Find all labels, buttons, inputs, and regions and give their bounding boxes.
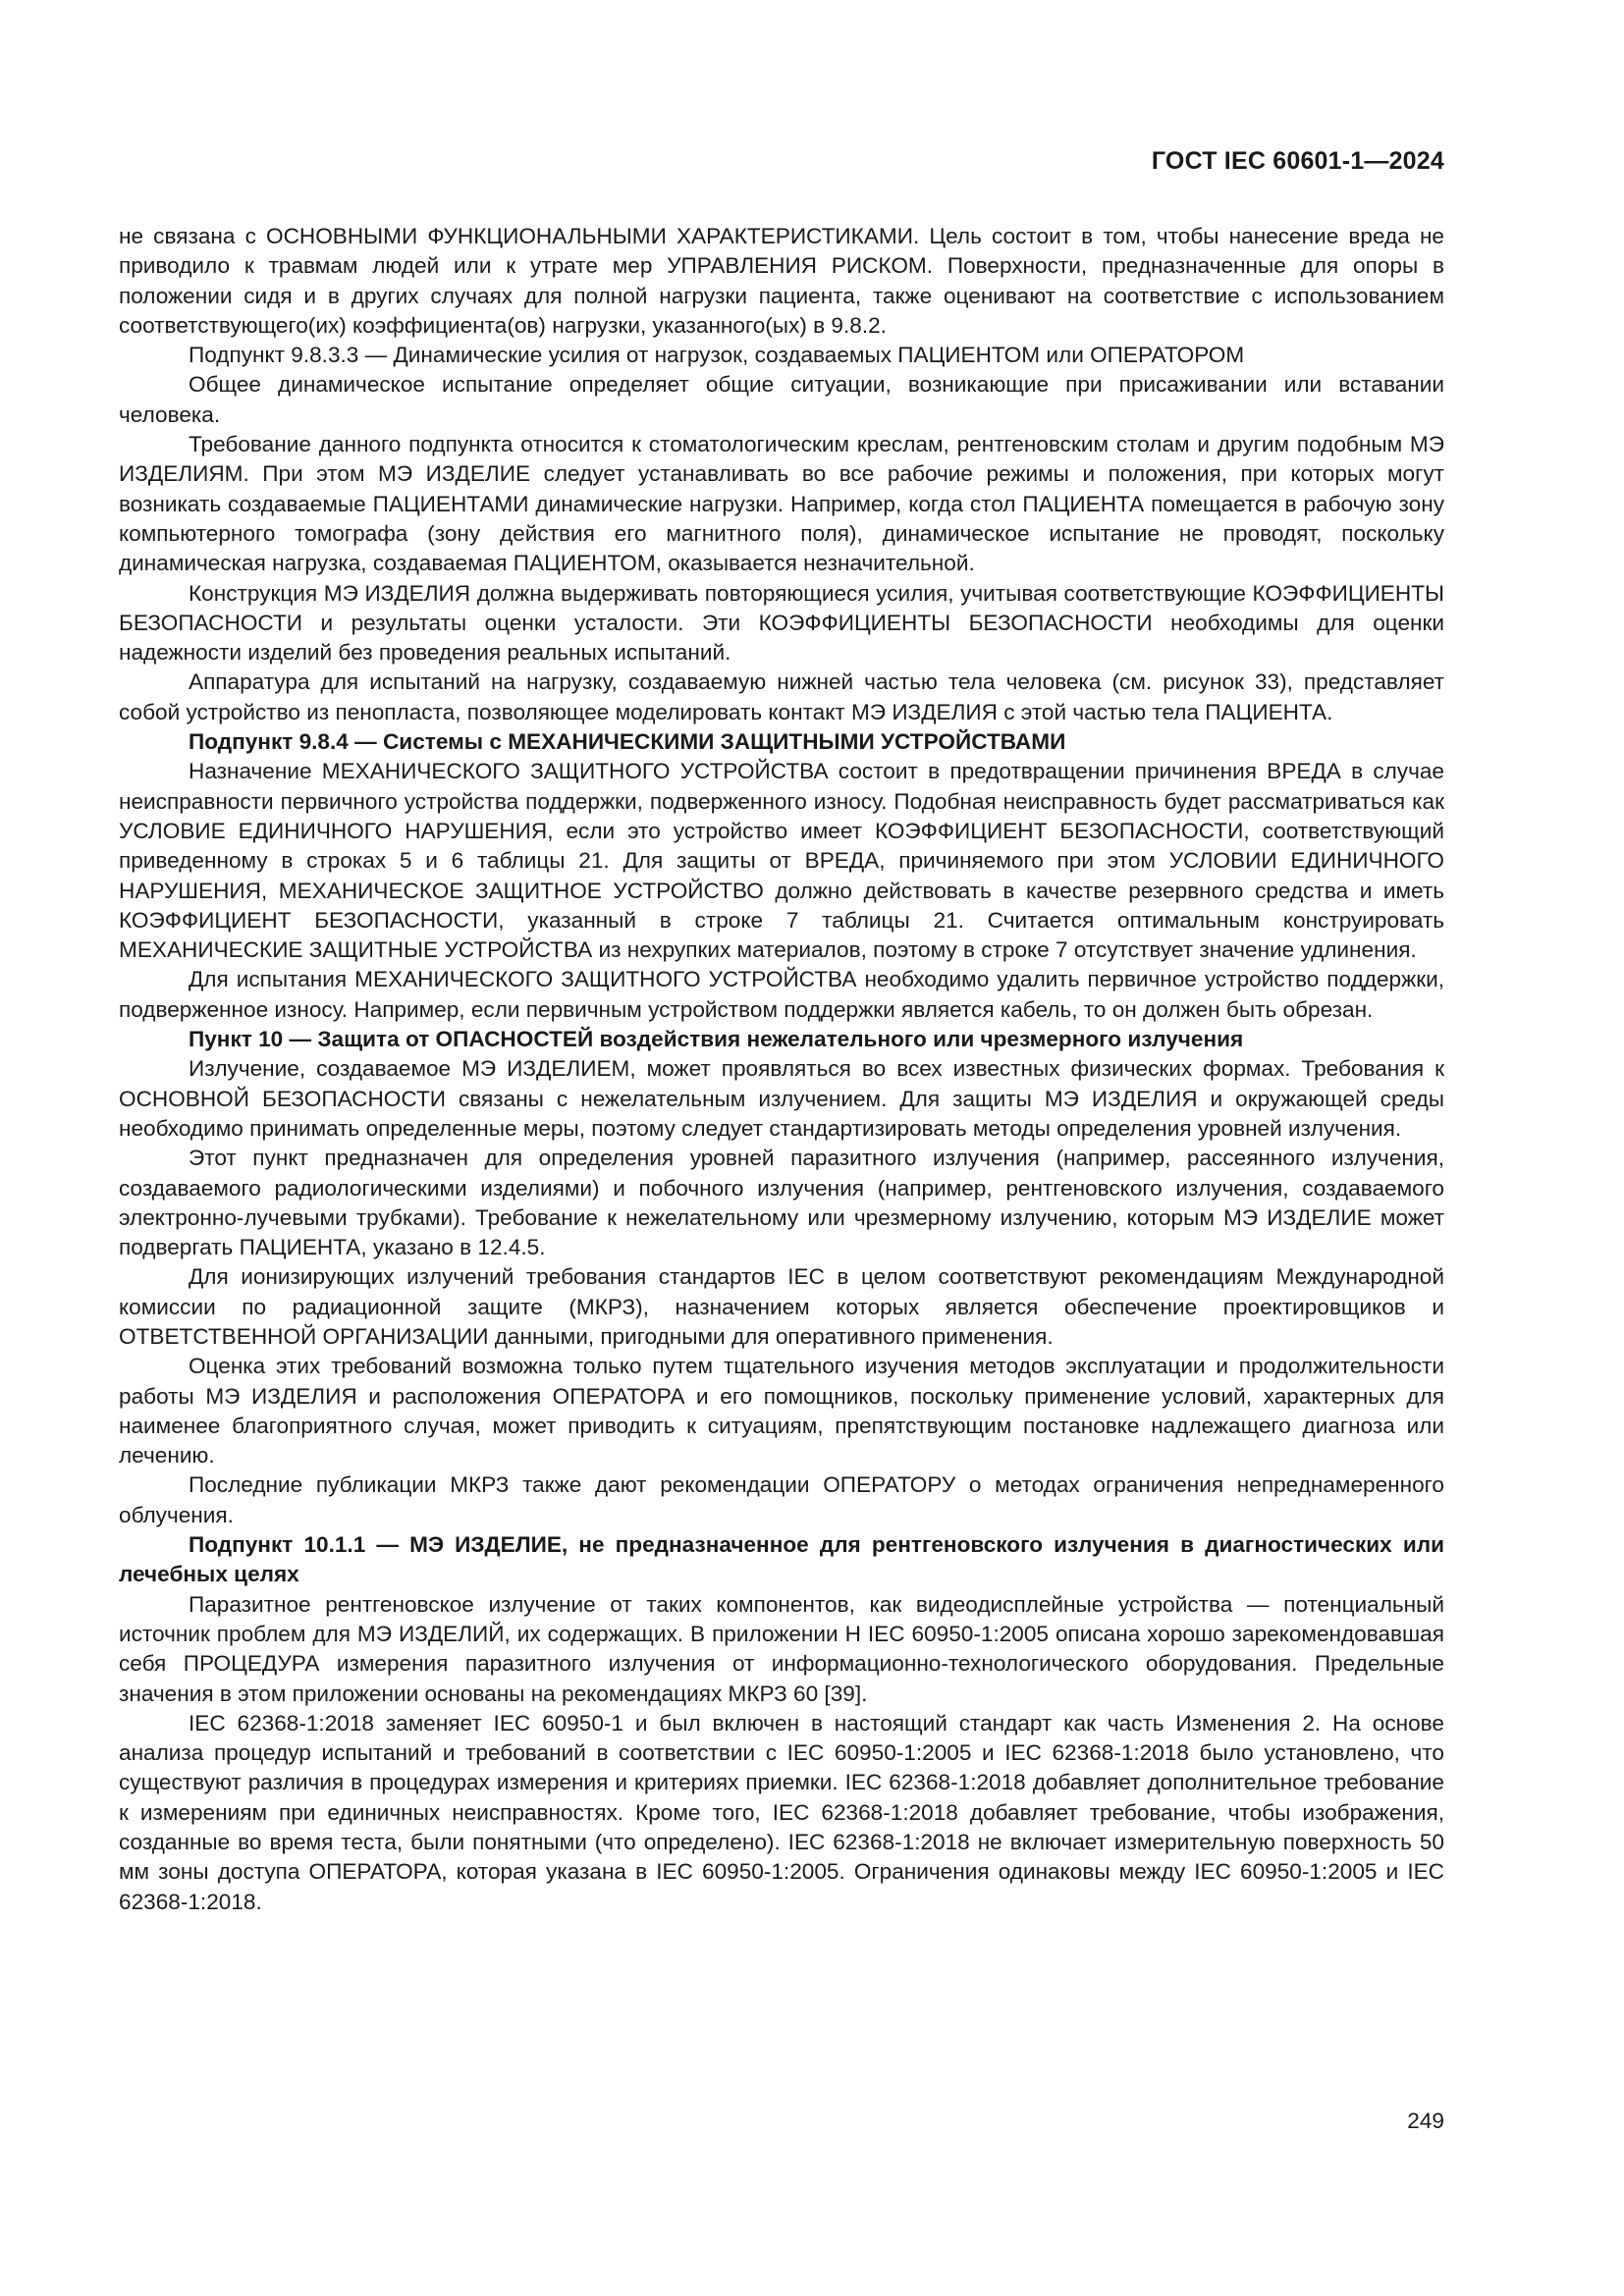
paragraph: IEC 62368-1:2018 заменяет IEC 60950-1 и был включен в настоящий стандарт как часть Изменения 2. На основе анализа процедур испытаний и требований в соответствии с IEC 60950-1:2005 и IEC 62368-1:2018 было установлено, что существуют различия в процедурах измерения и критериях приемки. IEC 62368-1:2018 добавляет дополнительное требование к измерениям при единичных неисправностях. Кроме того, IEC 62368-1:2018 добавляет требование, чтобы изображения, созданные во время теста, были понятными (что определено). IEC 62368-1:2018 не включает измерительную поверхность 50 мм зоны доступа ОПЕРАТОРА, которая указана в IEC 60950-1:2005. Ограничения одинаковы между IEC 60950-1:2005 и IEC 62368-1:2018. [119,1710,1444,1914]
paragraph: Оценка этих требований возможна только путем тщательного изучения методов эксплуатации и продолжительности работы МЭ ИЗДЕЛИЯ и расположения ОПЕРАТОРА и его помощников, поскольку применение условий, характерных для наименее благоприятного случая, может приводить к ситуациям, препятствующим постановке надлежащего диагноза или лечению. [119,1354,1444,1468]
page-header-standard-code: ГОСТ IEC 60601-1—2024 [1151,147,1444,175]
paragraph: Для испытания МЕХАНИЧЕСКОГО ЗАЩИТНОГО УСТРОЙСТВА необходимо удалить первичное устройство поддержки, подверженное износу. Например, если первичным устройством поддержки является кабель, то он должен быть обрезан. [119,967,1444,1022]
subclause-reference: Подпункт 9.8.3.3 — Динамические усилия от нагрузок, создаваемых ПАЦИЕНТОМ или ОПЕРАТОРОМ [189,343,1245,368]
section-heading: Подпункт 10.1.1 — МЭ ИЗДЕЛИЕ, не предназначенное для рентгеновского излучения в диагностических или лечебных целях [119,1532,1444,1587]
paragraph: Общее динамическое испытание определяет общие ситуации, возникающие при присаживании или вставании человека. [119,372,1444,427]
paragraph: Этот пункт предназначен для определения уровней паразитного излучения (например, рассеянного излучения, создаваемого радиологическими изделиями) и побочного излучения (например, рентгеновского излучения, создаваемого электронно-лучевыми трубками). Требование к нежелательному или чрезмерному излучению, которым МЭ ИЗДЕЛИЕ может подвергать ПАЦИЕНТА, указано в 12.4.5. [119,1146,1444,1260]
section-heading: Пункт 10 — Защита от ОПАСНОСТЕЙ воздействия нежелательного или чрезмерного излучения [189,1027,1244,1052]
paragraph: Назначение МЕХАНИЧЕСКОГО ЗАЩИТНОГО УСТРОЙСТВА состоит в предотвращении причинения ВРЕДА в случае неисправности первичного устройства поддержки, подверженного износу. Подобная неисправность будет рассматриваться как УСЛОВИЕ ЕДИНИЧНОГО НАРУШЕНИЯ, если это устройство имеет КОЭФФИЦИЕНТ БЕЗОПАСНОСТИ, соответствующий приведенному в строках 5 и 6 таблицы 21. Для защиты от ВРЕДА, причиняемого при этом УСЛОВИИ ЕДИНИЧНОГО НАРУШЕНИЯ, МЕХАНИЧЕСКОЕ ЗАЩИТНОЕ УСТРОЙСТВО должно действовать в качестве резервного средства и иметь КОЭФФИЦИЕНТ БЕЗОПАСНОСТИ, указанный в строке 7 таблицы 21. Считается оптимальным конструировать МЕХАНИЧЕСКИЕ ЗАЩИТНЫЕ УСТРОЙСТВА из нехрупких материалов, поэтому в строке 7 отсутствует значение удлинения. [119,759,1444,963]
page-number: 249 [1407,2109,1444,2133]
paragraph: Излучение, создаваемое МЭ ИЗДЕЛИЕМ, может проявляться во всех известных физических формах. Требования к ОСНОВНОЙ БЕЗОПАСНОСТИ связаны с нежелательным излучением. Для защиты МЭ ИЗДЕЛИЯ и окружающей среды необходимо принимать определенные меры, поэтому следует стандартизировать методы определения уровней излучения. [119,1056,1444,1141]
document-body [119,222,1444,1917]
paragraph: Конструкция МЭ ИЗДЕЛИЯ должна выдерживать повторяющиеся усилия, учитывая соответствующие КОЭФФИЦИЕНТЫ БЕЗОПАСНОСТИ и результаты оценки усталости. Эти КОЭФФИЦИЕНТЫ БЕЗОПАСНОСТИ необходимы для оценки надежности изделий без проведения реальных испытаний. [119,580,1444,666]
section-heading: Подпункт 9.8.4 — Системы с МЕХАНИЧЕСКИМИ ЗАЩИТНЫМИ УСТРОЙСТВАМИ [189,729,1066,755]
paragraph: не связана с ОСНОВНЫМИ ФУНКЦИОНАЛЬНЫМИ ХАРАКТЕРИСТИКАМИ. Цель состоит в том, чтобы нанесение вреда не приводило к травмам людей или к утрате мер УПРАВЛЕНИЯ РИСКОМ. Поверхности, предназначенные для опоры в положении сидя и в других случаях для полной нагрузки пациента, также оценивают на соответствие с использованием соответствующего(их) коэффициента(ов) нагрузки, указанного(ых) в 9.8.2. [119,224,1444,338]
paragraph: Последние публикации МКРЗ также дают рекомендации ОПЕРАТОРУ о методах ограничения непреднамеренного облучения. [119,1472,1444,1527]
paragraph: Для ионизирующих излучений требования стандартов IEC в целом соответствуют рекомендациям Международной комиссии по радиационной защите (МКРЗ), назначением которых является обеспечение проектировщиков и ОТВЕТСТВЕННОЙ ОРГАНИЗАЦИИ данными, пригодными для оперативного применения. [119,1264,1444,1349]
paragraph: Паразитное рентгеновское излучение от таких компонентов, как видеодисплейные устройства — потенциальный источник проблем для МЭ ИЗДЕЛИЙ, их содержащих. В приложении H IEC 60950-1:2005 описана хорошо зарекомендовавшая себя ПРОЦЕДУРА измерения паразитного излучения от информационно-технологического оборудования. Предельные значения в этом приложении основаны на рекомендациях МКРЗ 60 [39]. [119,1591,1444,1706]
paragraph: Требование данного подпункта относится к стоматологическим креслам, рентгеновским столам и другим подобным МЭ ИЗДЕЛИЯМ. При этом МЭ ИЗДЕЛИЕ следует устанавливать во все рабочие режимы и положения, при которых могут возникать создаваемые ПАЦИЕНТАМИ динамические нагрузки. Например, когда стол ПАЦИЕНТА помещается в рабочую зону компьютерного томографа (зону действия его магнитного поля), динамическое испытание не проводят, поскольку динамическая нагрузка, создаваемая ПАЦИЕНТОМ, оказывается незначительной. [119,432,1444,576]
paragraph: Аппаратура для испытаний на нагрузку, создаваемую нижней частью тела человека (см. рисунок 33), представляет собой устройство из пенопласта, позволяющее моделировать контакт МЭ ИЗДЕЛИЯ с этой частью тела ПАЦИЕНТА. [119,669,1444,724]
